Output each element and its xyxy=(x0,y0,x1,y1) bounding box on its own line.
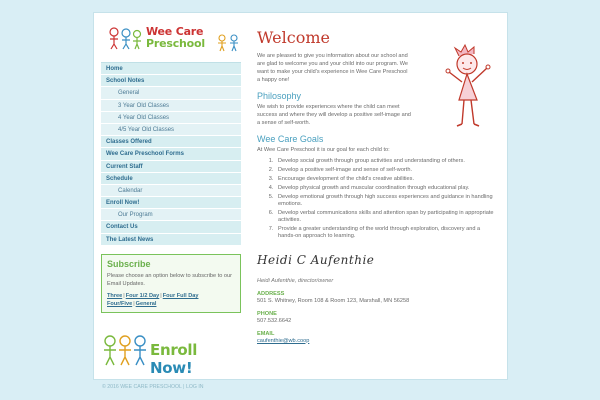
goal-item: 3. Encourage development of the child's creative abilities. xyxy=(275,176,497,183)
kids-logo-icon xyxy=(215,34,241,52)
subscribe-link-four-five[interactable]: Four/Five xyxy=(107,300,133,307)
subscribe-text: Please choose an option below to subscribe to our Email Updates. xyxy=(107,272,233,287)
nav-item-forms[interactable]: Wee Care Preschool Forms xyxy=(101,148,241,160)
signature-image: Heidi C Aufenthie xyxy=(257,252,375,267)
enroll-kids-icon xyxy=(103,333,149,367)
now-word: Now! xyxy=(150,359,193,377)
goal-item: 4. Develop physical growth and muscular coordination through educational play. xyxy=(275,185,497,192)
subscribe-box xyxy=(101,254,241,313)
signature-caption: Heidi Aufenthie, director/owner xyxy=(257,277,334,284)
phone-label: PHONE xyxy=(257,310,277,317)
nav-item-latest-news[interactable]: The Latest News xyxy=(101,234,241,246)
email-label: EMAIL xyxy=(257,330,275,337)
main-content xyxy=(257,28,497,344)
nav-item-enroll-now[interactable]: Enroll Now! xyxy=(101,197,241,209)
subscribe-link-three[interactable]: Three xyxy=(107,292,123,299)
logo-text-line1: Wee Care xyxy=(146,25,204,38)
address-value: 501 S. Whitney, Room 108 & Room 123, Marshall, MN 56258 xyxy=(257,297,410,304)
address-label: ADDRESS xyxy=(257,290,285,297)
nav-item-schedule[interactable]: Schedule xyxy=(101,173,241,185)
nav-item-classes-offered[interactable]: Classes Offered xyxy=(101,136,241,148)
goals-intro: At Wee Care Preschool it is our goal for each child to: xyxy=(257,147,390,153)
nav-item-3-year-old-classes[interactable]: 3 Year Old Classes xyxy=(101,100,241,112)
nav-item-calendar[interactable]: Calendar xyxy=(101,185,241,197)
intro-paragraph: We are pleased to give you information about our school and are glad to welcome you and your child into our program. We want to make your child's experience in Wee Care Preschool a happy one! xyxy=(257,53,409,83)
nav-item-contact-us[interactable]: Contact Us xyxy=(101,221,241,233)
nav-item-our-program[interactable]: Our Program xyxy=(101,209,241,221)
email-link[interactable]: caufenthie@wb.coop xyxy=(257,337,310,344)
goals-list xyxy=(257,158,497,241)
goal-item: 1. Develop social growth through group activities and understanding of others. xyxy=(275,158,497,165)
philosophy-paragraph: We wish to provide experiences where the child can meet success and where they will develop a positive self-image and a sense of self-worth. xyxy=(257,104,411,126)
subscribe-link-four-half-day[interactable]: Four 1/2 Day xyxy=(125,292,160,299)
girl-drawing-icon xyxy=(445,42,493,142)
nav-item-home[interactable]: Home xyxy=(101,63,241,75)
main-nav xyxy=(101,62,241,246)
kids-logo-icon xyxy=(107,26,143,50)
page-container xyxy=(93,12,508,380)
enroll-now-banner[interactable] xyxy=(103,333,243,377)
email-value xyxy=(257,338,497,344)
subscribe-link-four-full-day[interactable]: Four Full Day xyxy=(162,292,199,299)
goal-item: 5. Develop emotional growth through high success experiences and guidance in handling emotions. xyxy=(275,194,497,209)
site-logo[interactable] xyxy=(101,20,241,62)
goal-item: 2. Develop a positive self-image and sense of self-worth. xyxy=(275,167,497,174)
sidebar xyxy=(101,20,241,313)
goal-item: 6. Develop verbal communications skills and attention span by participating in appropriate activities. xyxy=(275,210,497,225)
enroll-word: Enroll xyxy=(150,341,198,359)
goals-heading: Wee Care Goals xyxy=(257,134,324,144)
subscribe-link-general[interactable]: General xyxy=(135,300,157,307)
logo-text-line2: Preschool xyxy=(146,37,205,50)
nav-item-school-notes[interactable]: School Notes xyxy=(101,75,241,87)
nav-item-general[interactable]: General xyxy=(101,87,241,99)
footer: © 2016 WEE CARE PRESCHOOL | LOG IN xyxy=(102,384,204,390)
nav-item-4-year-old-classes[interactable]: 4 Year Old Classes xyxy=(101,112,241,124)
goal-item: 7. Provide a greater understanding of the world through exploration, discovery and a hands-on approach to learning. xyxy=(275,226,497,241)
subscribe-links: Three|Four 1/2 Day|Four Full Day Four/Five|General xyxy=(107,292,199,307)
nav-item-4-5-year-old-classes[interactable]: 4/5 Year Old Classes xyxy=(101,124,241,136)
subscribe-title: Subscribe xyxy=(107,258,151,269)
page-title: Welcome xyxy=(257,28,330,47)
phone-value: 507.532.6642 xyxy=(257,317,292,324)
enroll-now-text xyxy=(150,341,243,377)
philosophy-heading: Philosophy xyxy=(257,91,302,101)
nav-item-current-staff[interactable]: Current Staff xyxy=(101,161,241,173)
